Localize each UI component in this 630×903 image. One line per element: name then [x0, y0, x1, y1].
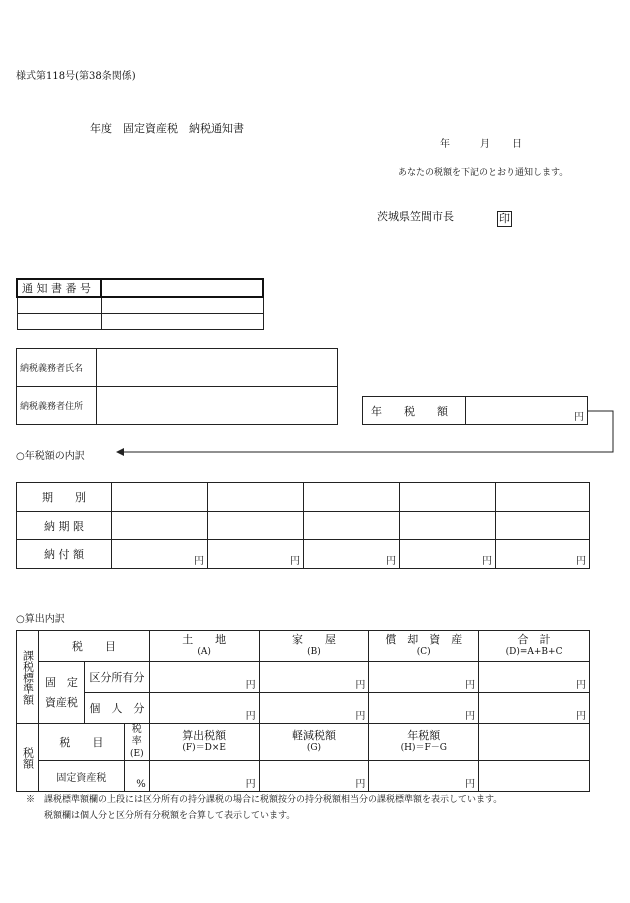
rate-header: 税 率 (E): [124, 724, 149, 761]
tax-item-label: 税 目: [38, 724, 124, 761]
item-label: 税 目: [38, 631, 149, 662]
depreciable-header: 償 却 資 産 (C): [369, 631, 479, 662]
amount-yen-1: 円: [112, 540, 208, 569]
annual-tax-yen: 円: [466, 397, 588, 425]
document-title: 年度 固定資産税 納税通知書: [90, 122, 244, 135]
form-number: 様式第118号(第38条関係): [16, 71, 136, 82]
shared-portion-label: 区分所有分: [84, 662, 149, 693]
notice-number-table: [16, 278, 264, 330]
amount-yen-4: 円: [400, 540, 496, 569]
footnote-1: ※ 課税標準額欄の上段には区分所有の持分課税の場合に税額按分の持分税額相当分の課税標準額を表示しています。: [26, 795, 503, 805]
house-header: 家 屋 (B): [259, 631, 369, 662]
notice-text: あなたの税額を下記のとおり通知します。: [398, 168, 569, 178]
individual-portion-label: 個 人 分: [84, 693, 149, 724]
calc-table: [16, 630, 590, 792]
amount-label: 納 付 額: [17, 540, 112, 569]
total-shared-yen: 円: [479, 662, 590, 693]
house-individual-yen: 円: [259, 693, 369, 724]
breakdown-title: ○年税額の内訳: [16, 451, 85, 462]
due-label: 納 期 限: [17, 512, 112, 540]
date-month: 月: [480, 139, 490, 150]
notice-number-label: 通 知 書 番 号: [17, 279, 101, 297]
annual-tax-label: 年 税 額: [363, 397, 466, 425]
annual-yen: 円: [369, 761, 479, 792]
house-shared-yen: 円: [259, 662, 369, 693]
taxpayer-name-label: 納税義務者氏名: [17, 349, 97, 387]
amount-yen-3: 円: [304, 540, 400, 569]
taxpayer-name-value: [97, 349, 338, 387]
side-label-base: 課税標準額: [17, 631, 39, 724]
date-year: 年: [440, 139, 450, 150]
date-day: 日: [512, 139, 522, 150]
taxpayer-address-label: 納税義務者住所: [17, 387, 97, 425]
total-header: 合 計 (D)=A+B+C: [479, 631, 590, 662]
issuer-name: 茨城県笠間市長: [377, 210, 454, 223]
amount-yen-5: 円: [496, 540, 590, 569]
footnote-2: 税額欄は個人分と区分所有分税額を合算して表示しています。: [44, 811, 296, 821]
seal-mark: 印: [499, 212, 510, 225]
reduced-header: 軽減税額 (G): [259, 724, 369, 761]
land-shared-yen: 円: [149, 662, 259, 693]
arrow-connector: [110, 400, 620, 460]
installment-table: [16, 482, 590, 569]
fixed-asset-tax-label: 固 定 資産税: [38, 662, 84, 724]
annual-header: 年税額 (H)＝F－G: [369, 724, 479, 761]
depreciable-individual-yen: 円: [369, 693, 479, 724]
land-individual-yen: 円: [149, 693, 259, 724]
depreciable-shared-yen: 円: [369, 662, 479, 693]
computed-yen: 円: [149, 761, 259, 792]
period-label: 期 別: [17, 483, 112, 512]
land-header: 土 地 (A): [149, 631, 259, 662]
computed-header: 算出税額 (F)＝D×E: [149, 724, 259, 761]
notice-number-value: [101, 279, 263, 297]
calc-title: ○算出内訳: [16, 614, 65, 625]
reduced-yen: 円: [259, 761, 369, 792]
total-individual-yen: 円: [479, 693, 590, 724]
rate-percent: %: [124, 761, 149, 792]
side-label-tax: 税額: [17, 724, 39, 792]
fixed-asset-tax-row-label: 固定資産税: [38, 761, 124, 792]
amount-yen-2: 円: [208, 540, 304, 569]
